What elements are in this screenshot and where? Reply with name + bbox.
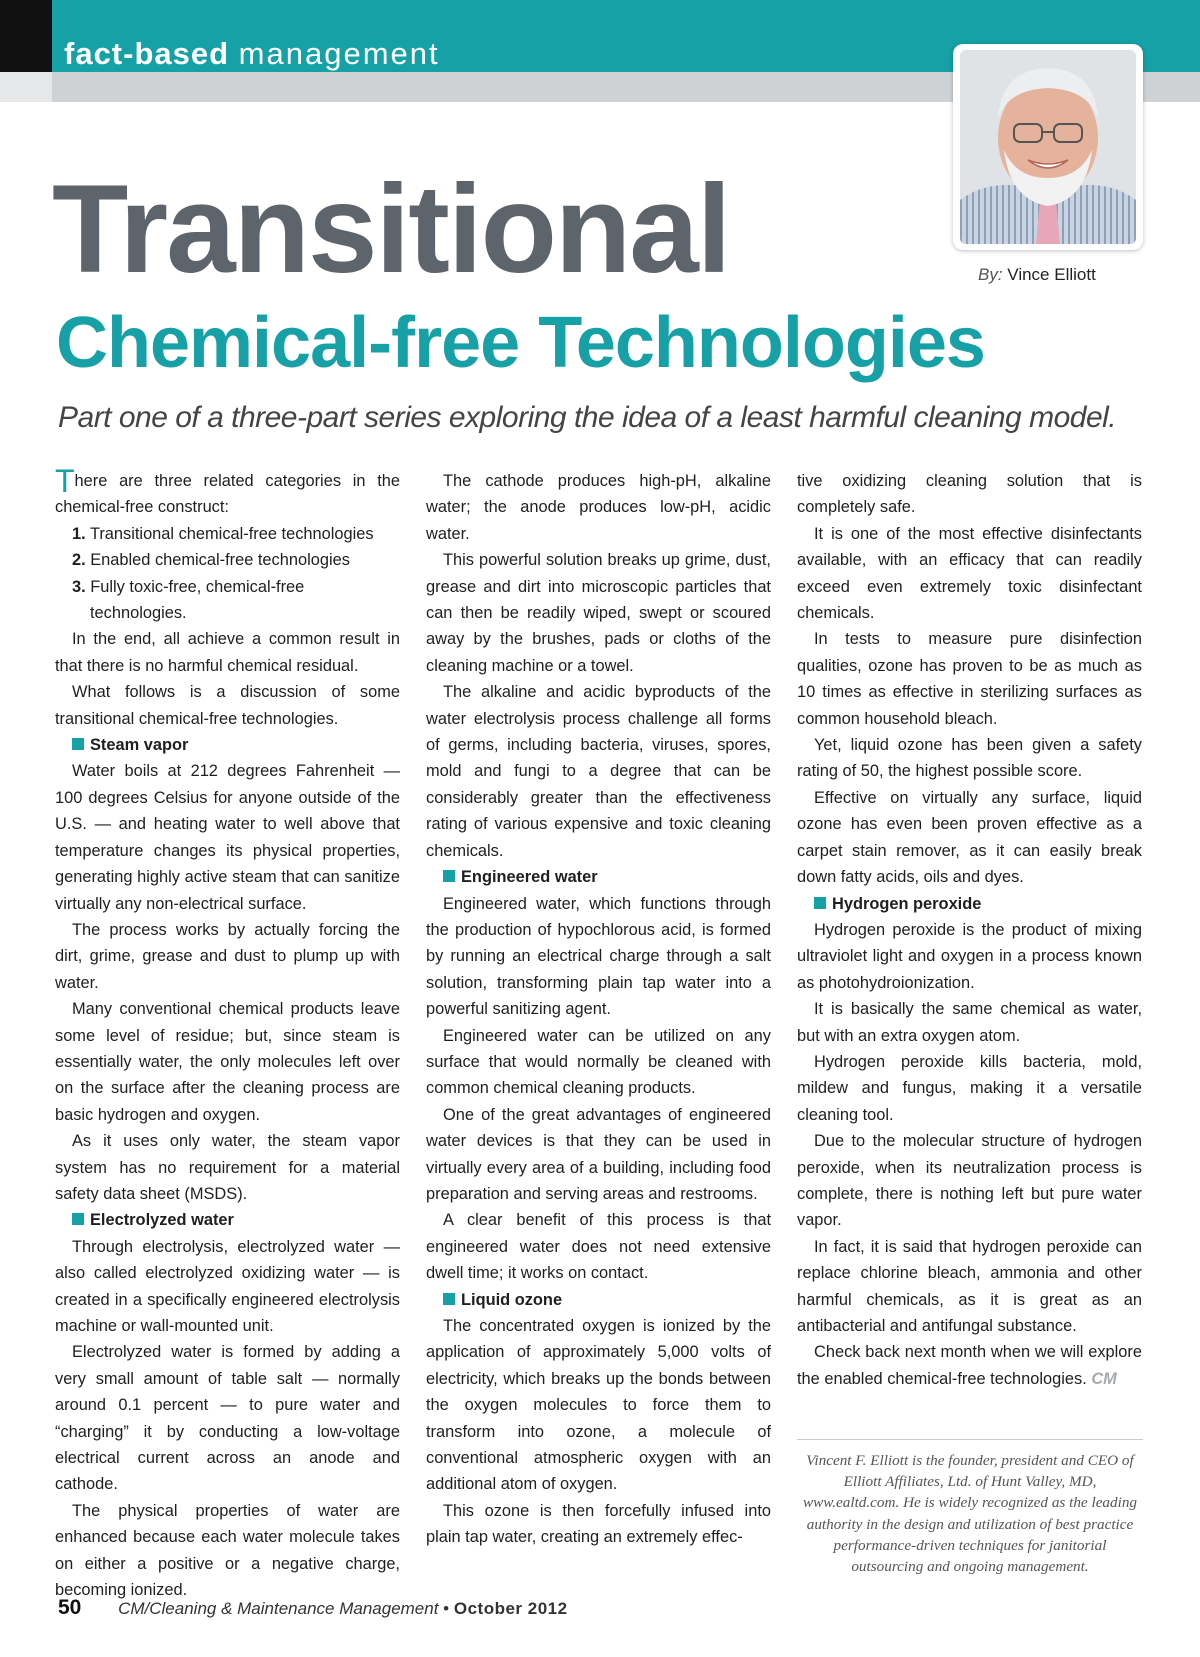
header-grey-left-block xyxy=(0,72,52,102)
paragraph: What follows is a discussion of some transitional chemical-free technologies. xyxy=(55,683,400,728)
paragraph: One of the great advantages of engineered water devices is that they can be used in virtually every area of a building, including food preparation and serving areas and restrooms. xyxy=(426,1105,771,1203)
section-heading xyxy=(55,1207,400,1233)
paragraph: The concentrated oxygen is ionized by the application of approximately 5,000 volts of electricity, which breaks up the bonds between the oxygen molecules to force them to transform into ozone, a molecule of conventional atmospheric oxygen with an additional atom of oxygen. xyxy=(426,1317,771,1494)
teal-square-bullet-icon xyxy=(814,897,826,909)
teal-square-bullet-icon xyxy=(72,738,84,750)
paragraph: Water boils at 212 degrees Fahrenheit — 100 degrees Celsius for anyone outside of the U.S. — and heating water to well above that temperature changes its physical properties, generating highly active steam that can sanitize virtually any non-electrical surface. xyxy=(55,762,400,913)
list-item xyxy=(55,547,400,573)
section-heading xyxy=(55,732,400,758)
paragraph: It is one of the most effective disinfectants available, with an efficacy that can readily exceed even extremely toxic disinfectant chemicals. xyxy=(797,524,1142,623)
article-column-3 xyxy=(797,468,1142,1392)
article-column-1 xyxy=(55,463,400,1603)
bio-divider xyxy=(797,1439,1143,1440)
list-number: 2. xyxy=(72,551,86,570)
paragraph: The cathode produces high-pH, alkaline water; the anode produces low-pH, acidic water. xyxy=(426,472,771,543)
paragraph: In fact, it is said that hydrogen peroxide can replace chlorine bleach, ammonia and other harmful chemicals, as it is great as an antibacterial and antifungal substance. xyxy=(797,1237,1142,1335)
end-mark: CM xyxy=(1091,1369,1117,1388)
author-photo-frame xyxy=(953,44,1143,250)
paragraph: Yet, liquid ozone has been given a safety rating of 50, the highest possible score. xyxy=(797,736,1142,781)
list-item xyxy=(55,574,400,627)
section-heading-text: Engineered water xyxy=(461,868,598,887)
issue-date: October 2012 xyxy=(453,1599,568,1618)
section-heading xyxy=(797,891,1142,917)
paragraph: It is basically the same chemical as water, but with an extra oxygen atom. xyxy=(797,1000,1142,1045)
paragraph: A clear benefit of this process is that engineered water does not need extensive dwell time; it works on contact. xyxy=(426,1211,771,1283)
paragraph: Hydrogen peroxide is the product of mixing ultraviolet light and oxygen in a process known as photohydroionization. xyxy=(797,920,1142,992)
drop-cap: T xyxy=(55,463,75,499)
paragraph: Hydrogen peroxide kills bacteria, mold, mildew and fungus, making it a versatile cleaning tool. xyxy=(797,1052,1142,1124)
list-text: Enabled chemical-free technologies xyxy=(90,551,350,570)
section-heading-text: Electrolyzed water xyxy=(90,1211,234,1230)
paragraph: The alkaline and acidic byproducts of the water electrolysis process challenge all forms of germs, including bacteria, viruses, spores, mold and fungi to a degree that can be considerably greater than the effectiveness rating of various expensive and toxic cleaning chemicals. xyxy=(426,683,771,860)
section-heading-text: Hydrogen peroxide xyxy=(832,894,982,913)
list-text: Transitional chemical-free technologies xyxy=(89,524,374,543)
paragraph: This ozone is then forcefully infused into plain tap water, creating an extremely effec- xyxy=(426,1501,771,1547)
paragraph: This powerful solution breaks up grime, dust, grease and dirt into microscopic particles that can then be readily wiped, swept or scoured away by the brushes, pads or cloths of the cleaning machine or a towel. xyxy=(426,551,771,675)
paragraph: As it uses only water, the steam vapor system has no requirement for a material safety data sheet (MSDS). xyxy=(55,1132,400,1203)
paragraph: Engineered water, which functions through the production of hypochlorous acid, is formed by running an electrical charge through a salt solution, transforming plain tap water into a powerful sanitizing agent. xyxy=(426,894,771,1019)
paragraph-text: Check back next month when we will explore the enabled chemical-free technologies. xyxy=(797,1343,1142,1388)
paragraph: Effective on virtually any surface, liquid ozone has even been proven effective as a carpet stain remover, as it can easily break down fatty acids, oils and dyes. xyxy=(797,788,1142,887)
author-photo xyxy=(960,50,1136,244)
section-heading xyxy=(426,864,771,890)
section-label-light: management xyxy=(238,36,440,71)
paragraph xyxy=(55,463,400,521)
teal-square-bullet-icon xyxy=(443,870,455,882)
teal-square-bullet-icon xyxy=(72,1213,84,1225)
paragraph: In the end, all achieve a common result in that there is no harmful chemical residual. xyxy=(55,630,400,675)
page-number: 50 xyxy=(58,1596,82,1619)
byline-label: By: xyxy=(978,265,1003,284)
article-column-2 xyxy=(426,468,771,1551)
byline-name: Vince Elliott xyxy=(1007,265,1096,284)
article-subtitle: Part one of a three-part series exploring the idea of a least harmful cleaning model. xyxy=(58,401,1117,434)
page-footer xyxy=(58,1596,568,1620)
paragraph: The physical properties of water are enhanced because each water molecule takes on either a positive or a negative charge, becoming ionized. xyxy=(55,1501,400,1600)
section-label-bold: fact-based xyxy=(64,36,230,71)
paragraph: The process works by actually forcing the dirt, grime, grease and dust to plump up with water. xyxy=(55,920,400,992)
section-heading xyxy=(426,1287,771,1313)
section-heading-text: Steam vapor xyxy=(90,736,189,755)
byline xyxy=(978,265,1096,285)
section-label xyxy=(64,36,440,72)
teal-square-bullet-icon xyxy=(443,1293,455,1305)
paragraph xyxy=(797,1339,1142,1392)
list-text: Fully toxic-free, chemical-free xyxy=(90,577,305,596)
article-title-line2: Chemical-free Technologies xyxy=(56,303,985,383)
list-text-continued: technologies. xyxy=(90,604,187,623)
paragraph: tive oxidizing cleaning solution that is completely safe. xyxy=(797,472,1142,517)
paragraph: Many conventional chemical products leave some level of residue; but, since steam is essentially water, the only molecules left over on the surface after the cleaning process are basic hydrogen and oxygen. xyxy=(55,1000,400,1124)
paragraph: Through electrolysis, electrolyzed water — also called electrolyzed oxidizing water — is created in a specifically engineered electrolysis machine or wall-mounted unit. xyxy=(55,1237,400,1335)
section-heading-text: Liquid ozone xyxy=(461,1290,563,1309)
author-portrait-illustration xyxy=(960,50,1136,244)
paragraph-text: here are three related categories in the chemical-free construct: xyxy=(55,472,400,517)
category-list xyxy=(55,521,400,627)
footer-separator: • xyxy=(443,1599,450,1618)
publication-name: CM/Cleaning & Maintenance Management xyxy=(118,1599,439,1618)
paragraph: Due to the molecular structure of hydrogen peroxide, when its neutralization process is complete, there is nothing left but pure water vapor. xyxy=(797,1132,1142,1230)
paragraph: In tests to measure pure disinfection qualities, ozone has proven to be as much as 10 times as effective in sterilizing surfaces as common household bleach. xyxy=(797,630,1142,728)
header-black-block xyxy=(0,0,52,72)
author-bio: Vincent F. Elliott is the founder, president and CEO of Elliott Affiliates, Ltd. of Hunt Valley, MD, www.ealtd.com. He is widely recognized as the leading authority in the design and utilization of best practice performance-driven techniques for janitorial outsourcing and ongoing management. xyxy=(802,1452,1138,1576)
paragraph: Electrolyzed water is formed by adding a very small amount of table salt — normally around 0.1 percent — to pure water and “charging” it by conducting a low-voltage electrical current across an anode and cathode. xyxy=(55,1343,400,1494)
list-number: 1. xyxy=(72,524,86,543)
paragraph: Engineered water can be utilized on any surface that would normally be cleaned with common chemical cleaning products. xyxy=(426,1026,771,1098)
list-number: 3. xyxy=(72,577,86,596)
list-item xyxy=(55,521,400,547)
article-title-line1: Transitional xyxy=(52,160,730,299)
